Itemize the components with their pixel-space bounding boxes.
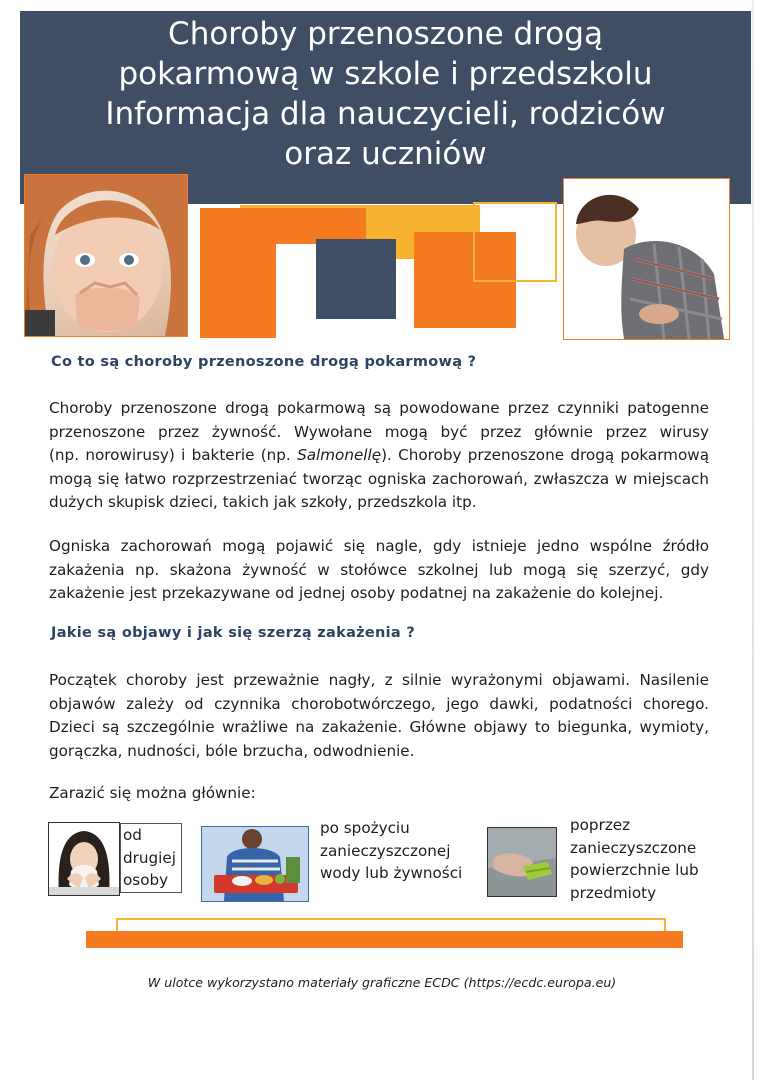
- text-line: objawów zależy od czynnika chorobotwórczego, jego dawki, podatności chorego.: [49, 694, 709, 713]
- title-line: pokarmową w szkole i przedszkolu: [118, 56, 653, 92]
- decor-navy-block: [316, 239, 396, 319]
- decor-yellow-outline: [473, 202, 557, 282]
- text-line: przenoszone przez żywność. Wywołane mogą być przez głównie przez wirusy: [49, 422, 709, 441]
- photo-girl-nauseous: [24, 174, 188, 337]
- text-line-mixed: [49, 444, 709, 468]
- title-line: Informacja dla nauczycieli, rodziców: [105, 96, 666, 132]
- transmission-label-surfaces: [570, 814, 720, 904]
- photo-boy-stomachache: [563, 178, 730, 340]
- text-line: Początek choroby jest przeważnie nagły, z silnie wyrażonymi objawami. Nasilenie: [49, 671, 709, 689]
- label-line: drugiej: [123, 848, 176, 867]
- paragraph-symptoms: [49, 669, 709, 763]
- sneezing-person-icon: [49, 823, 119, 895]
- label-line: od: [123, 826, 142, 844]
- text-line: gorączka, nudności, bóle brzucha, odwodnienie.: [49, 741, 415, 760]
- credit-note: W ulotce wykorzystano materiały graficzne ECDC (https://ecdc.europa.eu): [147, 975, 617, 990]
- text-line: Dzieci są szczególnie wrażliwe na zakażenie. Główne objawy to biegunka, wymioty,: [49, 718, 709, 736]
- title-line: Choroby przenoszone drogą: [168, 16, 603, 52]
- label-line: poprzez: [570, 816, 631, 834]
- girl-illustration-icon: [25, 175, 187, 336]
- section-heading-what: Co to są choroby przenoszone drogą pokarmową ?: [51, 354, 477, 370]
- text-line: mogą się łatwo rozprzestrzeniać tworząc ogniska zachorowań, zwłaszcza w miejscach: [49, 469, 709, 488]
- text-line: zakażenie jest przekazywane od jednej osoby podatnej na zakażenie do kolejnej.: [49, 584, 664, 602]
- label-line: osoby: [123, 871, 169, 889]
- lunch-tray-child-icon: [202, 827, 308, 901]
- boy-illustration-icon: [564, 179, 729, 339]
- photo-sneezing-woman: [48, 822, 120, 896]
- transmission-lead: Zarazić się można głównie:: [49, 784, 256, 802]
- transmission-label-person: [120, 823, 182, 893]
- title-line: oraz uczniów: [284, 136, 487, 172]
- paragraph-outbreaks: [49, 535, 709, 606]
- page-edge: [752, 0, 754, 1080]
- text-line: Choroby przenoszone drogą pokarmową są powodowane przez czynniki patogenne: [49, 399, 709, 417]
- label-line: przedmioty: [570, 883, 657, 902]
- paragraph-definition: [49, 397, 709, 515]
- decor-orange-bar: [86, 931, 683, 948]
- transmission-label-food: [320, 817, 480, 885]
- page-title: [20, 14, 751, 174]
- label-line: po spożyciu: [320, 819, 410, 837]
- italic-term: Salmonellę: [297, 446, 382, 464]
- text-segment: (np. norowirusy) i bakterie (np.: [49, 446, 298, 464]
- text-line: zakażenia np. skażona żywność w stołówce szkolnej lub mogą się szerzyć, gdy: [49, 560, 709, 579]
- photo-child-lunch-tray: [201, 826, 309, 902]
- label-line: zanieczyszczonej: [320, 841, 451, 860]
- text-line: dużych skupisk dzieci, takich jak szkoły, przedszkola itp.: [49, 493, 477, 511]
- section-heading-symptoms: Jakie są objawy i jak się szerzą zakażenia ?: [51, 625, 416, 641]
- photo-cleaning-surface: [487, 827, 557, 897]
- label-line: zanieczyszczone: [570, 838, 697, 857]
- cleaning-hand-icon: [488, 828, 556, 896]
- label-line: wody lub żywności: [320, 864, 463, 882]
- label-line: powierzchnie lub: [570, 861, 699, 879]
- text-line: Ogniska zachorowań mogą pojawić się nagle, gdy istnieje jedno wspólne źródło: [49, 537, 709, 555]
- text-segment: ). Choroby przenoszone drogą pokarmową: [381, 446, 709, 464]
